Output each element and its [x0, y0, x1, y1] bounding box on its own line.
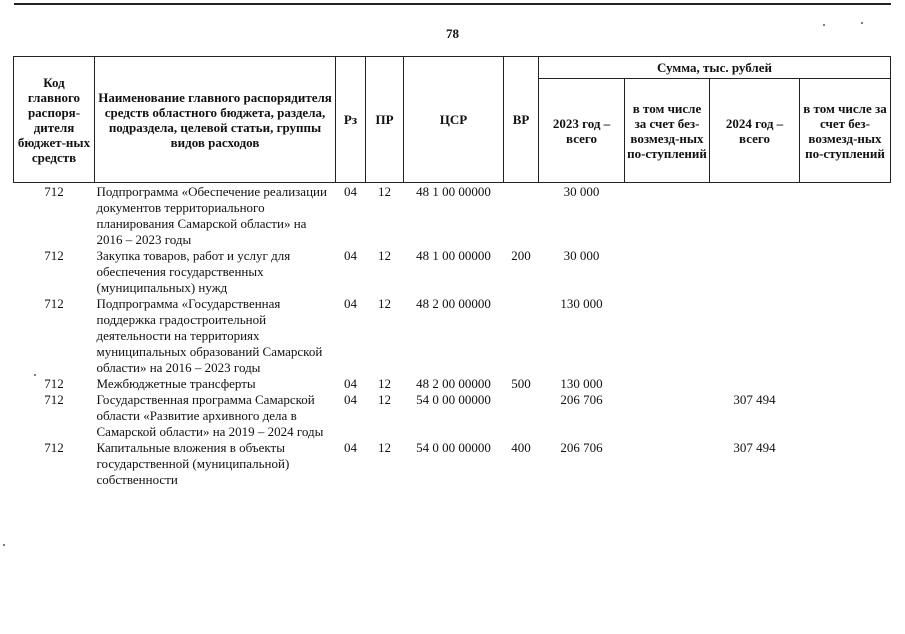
cell-csr: 48 1 00 00000	[416, 184, 491, 199]
cell-2024-total	[710, 376, 800, 392]
table-row	[14, 376, 891, 392]
cell-2023-total: 206 706	[560, 440, 603, 455]
cell-pr: 12	[378, 248, 391, 263]
cell-2023-free	[625, 376, 710, 392]
cell-2023-free	[625, 248, 710, 296]
header-2023-total: 2023 год – всего	[539, 79, 625, 183]
header-name: Наименование главного распорядителя средств областного бюджета, раздела, подраздела, целевой статьи, группы видов расходов	[95, 57, 336, 183]
cell-vr	[504, 296, 539, 376]
cell-rz: 04	[344, 376, 357, 391]
header-2024-total: 2024 год – всего	[710, 79, 800, 183]
cell-rz: 04	[344, 248, 357, 263]
cell-2023-total: 130 000	[560, 296, 603, 311]
cell-code: 712	[44, 296, 64, 311]
header-rz: Рз	[336, 57, 366, 183]
header-2023-free: в том числе за счет без-возмезд-ных по-ступлений	[625, 79, 710, 183]
cell-2024-total: 307 494	[733, 440, 776, 455]
cell-code: 712	[44, 440, 64, 455]
header-code: Код главного распоря-дителя бюджет-ных средств	[14, 57, 95, 183]
cell-csr: 48 2 00 00000	[416, 296, 491, 311]
header-2024-free: в том числе за счет без-возмезд-ных по-ступлений	[800, 79, 891, 183]
table-header	[14, 57, 891, 183]
cell-2024-free	[800, 248, 891, 296]
cell-code: 712	[44, 376, 64, 391]
header-pr: ПР	[366, 57, 404, 183]
cell-2023-total: 30 000	[563, 184, 600, 199]
cell-vr: 500	[511, 376, 531, 391]
cell-name: Подпрограмма «Обеспечение реализации документов территориального планирования Самарской области» на 2016 – 2023 годы	[96, 184, 327, 247]
cell-name: Государственная программа Самарской области «Развитие архивного дела в Самарской области» на 2019 – 2024 годы	[96, 392, 324, 439]
cell-2023-total: 130 000	[560, 376, 603, 391]
cell-2023-total: 30 000	[563, 248, 600, 263]
cell-rz: 04	[344, 392, 357, 407]
cell-name: Закупка товаров, работ и услуг для обеспечения государственных (муниципальных) нужд	[96, 248, 291, 295]
cell-rz: 04	[344, 440, 357, 455]
cell-vr: 400	[511, 440, 531, 455]
table-row	[14, 440, 891, 488]
page-number: 78	[446, 26, 459, 41]
cell-2023-total: 206 706	[560, 392, 603, 407]
cell-vr	[504, 183, 539, 249]
scan-speck	[861, 22, 863, 24]
cell-2024-free	[800, 183, 891, 249]
cell-2023-free	[625, 296, 710, 376]
table-row	[14, 183, 891, 249]
cell-vr: 200	[511, 248, 531, 263]
header-vr: ВР	[504, 57, 539, 183]
top-rule	[14, 3, 891, 5]
cell-2023-free	[625, 183, 710, 249]
cell-csr: 54 0 00 00000	[416, 392, 491, 407]
cell-pr: 12	[378, 376, 391, 391]
cell-code: 712	[44, 248, 64, 263]
table-row	[14, 392, 891, 440]
cell-csr: 48 1 00 00000	[416, 248, 491, 263]
scan-speck	[823, 24, 825, 26]
cell-2024-total	[710, 183, 800, 249]
table-row	[14, 296, 891, 376]
table-row	[14, 248, 891, 296]
cell-vr	[504, 392, 539, 440]
cell-pr: 12	[378, 392, 391, 407]
cell-2024-total: 307 494	[733, 392, 776, 407]
cell-pr: 12	[378, 296, 391, 311]
scan-speck	[3, 544, 5, 546]
cell-2024-free	[800, 296, 891, 376]
cell-rz: 04	[344, 296, 357, 311]
header-csr: ЦСР	[404, 57, 504, 183]
cell-2023-free	[625, 440, 710, 488]
cell-code: 712	[44, 184, 64, 199]
cell-csr: 54 0 00 00000	[416, 440, 491, 455]
header-sum: Сумма, тыс. рублей	[539, 57, 891, 79]
cell-pr: 12	[378, 440, 391, 455]
cell-rz: 04	[344, 184, 357, 199]
budget-table	[13, 56, 891, 488]
cell-2024-free	[800, 376, 891, 392]
cell-name: Межбюджетные трансферты	[96, 376, 256, 391]
cell-name: Капитальные вложения в объекты государственной (муниципальной) собственности	[96, 440, 290, 487]
cell-csr: 48 2 00 00000	[416, 376, 491, 391]
cell-pr: 12	[378, 184, 391, 199]
cell-2024-free	[800, 440, 891, 488]
cell-2024-total	[710, 296, 800, 376]
cell-code: 712	[44, 392, 64, 407]
cell-2024-total	[710, 248, 800, 296]
cell-name: Подпрограмма «Государственная поддержка градостроительной деятельности на территориях муниципальных образований Самарской области» на 2016 – 2023 годы	[96, 296, 323, 375]
table-body	[14, 183, 891, 489]
cell-2023-free	[625, 392, 710, 440]
cell-2024-free	[800, 392, 891, 440]
